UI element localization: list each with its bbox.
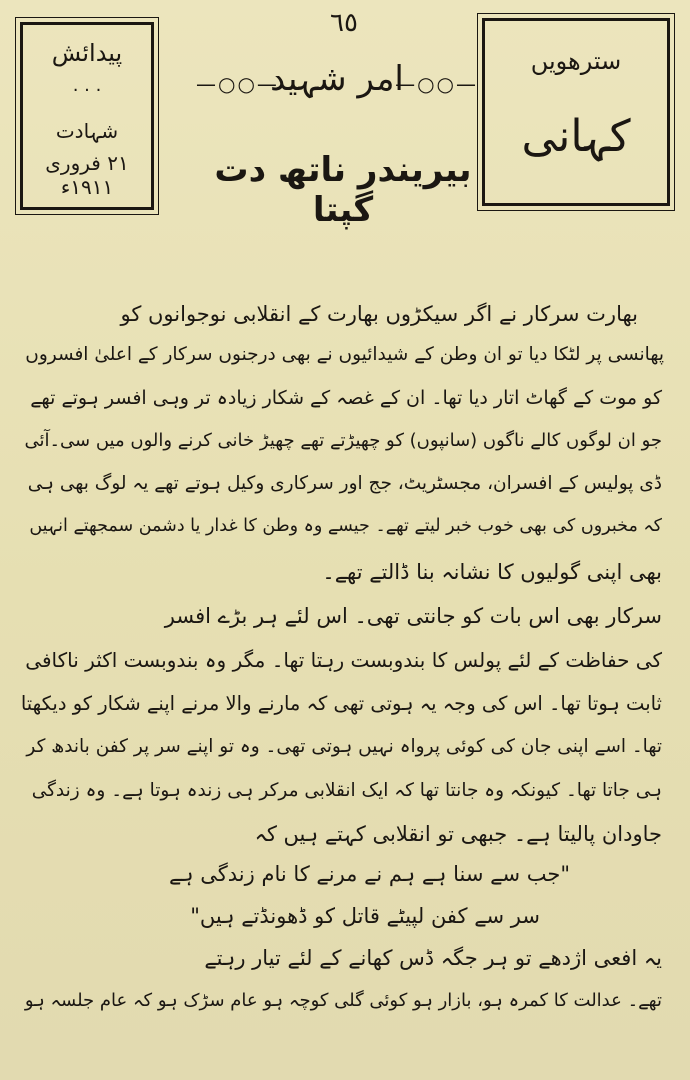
text-line: کہ مخبروں کی بھی خوب خبر لیتے تھے۔ جیسے وہ وطن کا غدار یا دشمن سمجھتے انہیں [29, 516, 662, 536]
dates-box [20, 22, 154, 210]
text-line: تھے۔ عدالت کا کمرہ ہو، بازار ہو کوئی گلی کوچہ ہو عام سڑک ہو کہ عام جلسہ ہو [24, 990, 662, 1011]
verse-line: "جب سے سنا ہے ہم نے مرنے کا نام زندگی ہے [168, 862, 570, 886]
text-line: ڈی پولیس کے افسران، مجسٹریٹ، جج اور سرکاری وکیل ہوتے تھے یہ لوگ بھی ہی [27, 473, 662, 494]
text-line: سرکار بھی اس بات کو جانتی تھی۔ اس لئے ہر بڑے افسر [164, 604, 662, 628]
story-ordinal: سترھویں [530, 47, 622, 75]
martyrdom-label: شہادت [55, 119, 119, 143]
text-line: جاودان پالیتا ہے۔ جبھی تو انقلابی کہتے ہیں کہ [254, 822, 662, 846]
martyrdom-date: ۲۱ فروری ۱۹۱۱ء [45, 151, 129, 199]
ornament-right-icon: —○○— [395, 72, 478, 96]
text-line: ثابت ہوتا تھا۔ اس کی وجہ یہ ہوتی تھی کہ مارنے والا مرنے اپنے شکار کو دیکھتا [20, 692, 662, 715]
story-label: کہانی [521, 111, 631, 162]
story-number-box [482, 18, 670, 206]
text-line: بھی اپنی گولیوں کا نشانہ بنا ڈالتے تھے۔ [322, 560, 662, 584]
birth-date: . . . [72, 75, 102, 96]
header-title [196, 52, 478, 112]
text-line: کو موت کے گھاٹ اتار دیا تھا۔ ان کے غصہ کے شکار زیادہ تر وہی افسر ہوتے تھے [30, 387, 662, 409]
ornament-left-icon: —○○— [196, 72, 279, 96]
text-line: پھانسی پر لٹکا دیا تو ان وطن کے شیدائیوں نے بھی درجنوں سرکار کے اعلیٰ افسروں [25, 344, 664, 365]
text-line: کی حفاظت کے لئے پولس کا بندوبست رہتا تھا۔ مگر وہ بندوبست اکثر ناکافی [25, 648, 662, 672]
text-line: تھا۔ اسے اپنی جان کی کوئی پرواہ نہیں ہوتی تھی۔ وہ تو اپنے سر پر کفن باندھ کر [26, 736, 662, 757]
text-line: ہی جاتا تھا۔ کیونکہ وہ جانتا تھا کہ ایک انقلابی مرکر ہی زندہ ہوتا ہے۔ وہ زندگی [31, 780, 662, 801]
page-number: ٦٥ [330, 8, 358, 38]
text-line: یہ افعی اژدھے تو ہر جگہ ڈس کھانے کے لئے تیار رہتے [204, 946, 662, 970]
birth-label: پیدائش [51, 39, 123, 67]
text-line: جو ان لوگوں کالے ناگوں (سانپوں) کو چھیڑتے تھے چھیڑ خانی کرنے والوں میں سی۔آئی [24, 430, 662, 451]
martyr-name: بیریندر ناتھ دت گپتا [214, 150, 472, 230]
page-title: امر شہید [270, 59, 404, 99]
text-line: بھارت سرکار نے اگر سیکڑوں بھارت کے انقلابی نوجوانوں کو [120, 302, 638, 326]
verse-line: سر سے کفن لپیٹے قاتل کو ڈھونڈتے ہیں" [190, 904, 540, 928]
